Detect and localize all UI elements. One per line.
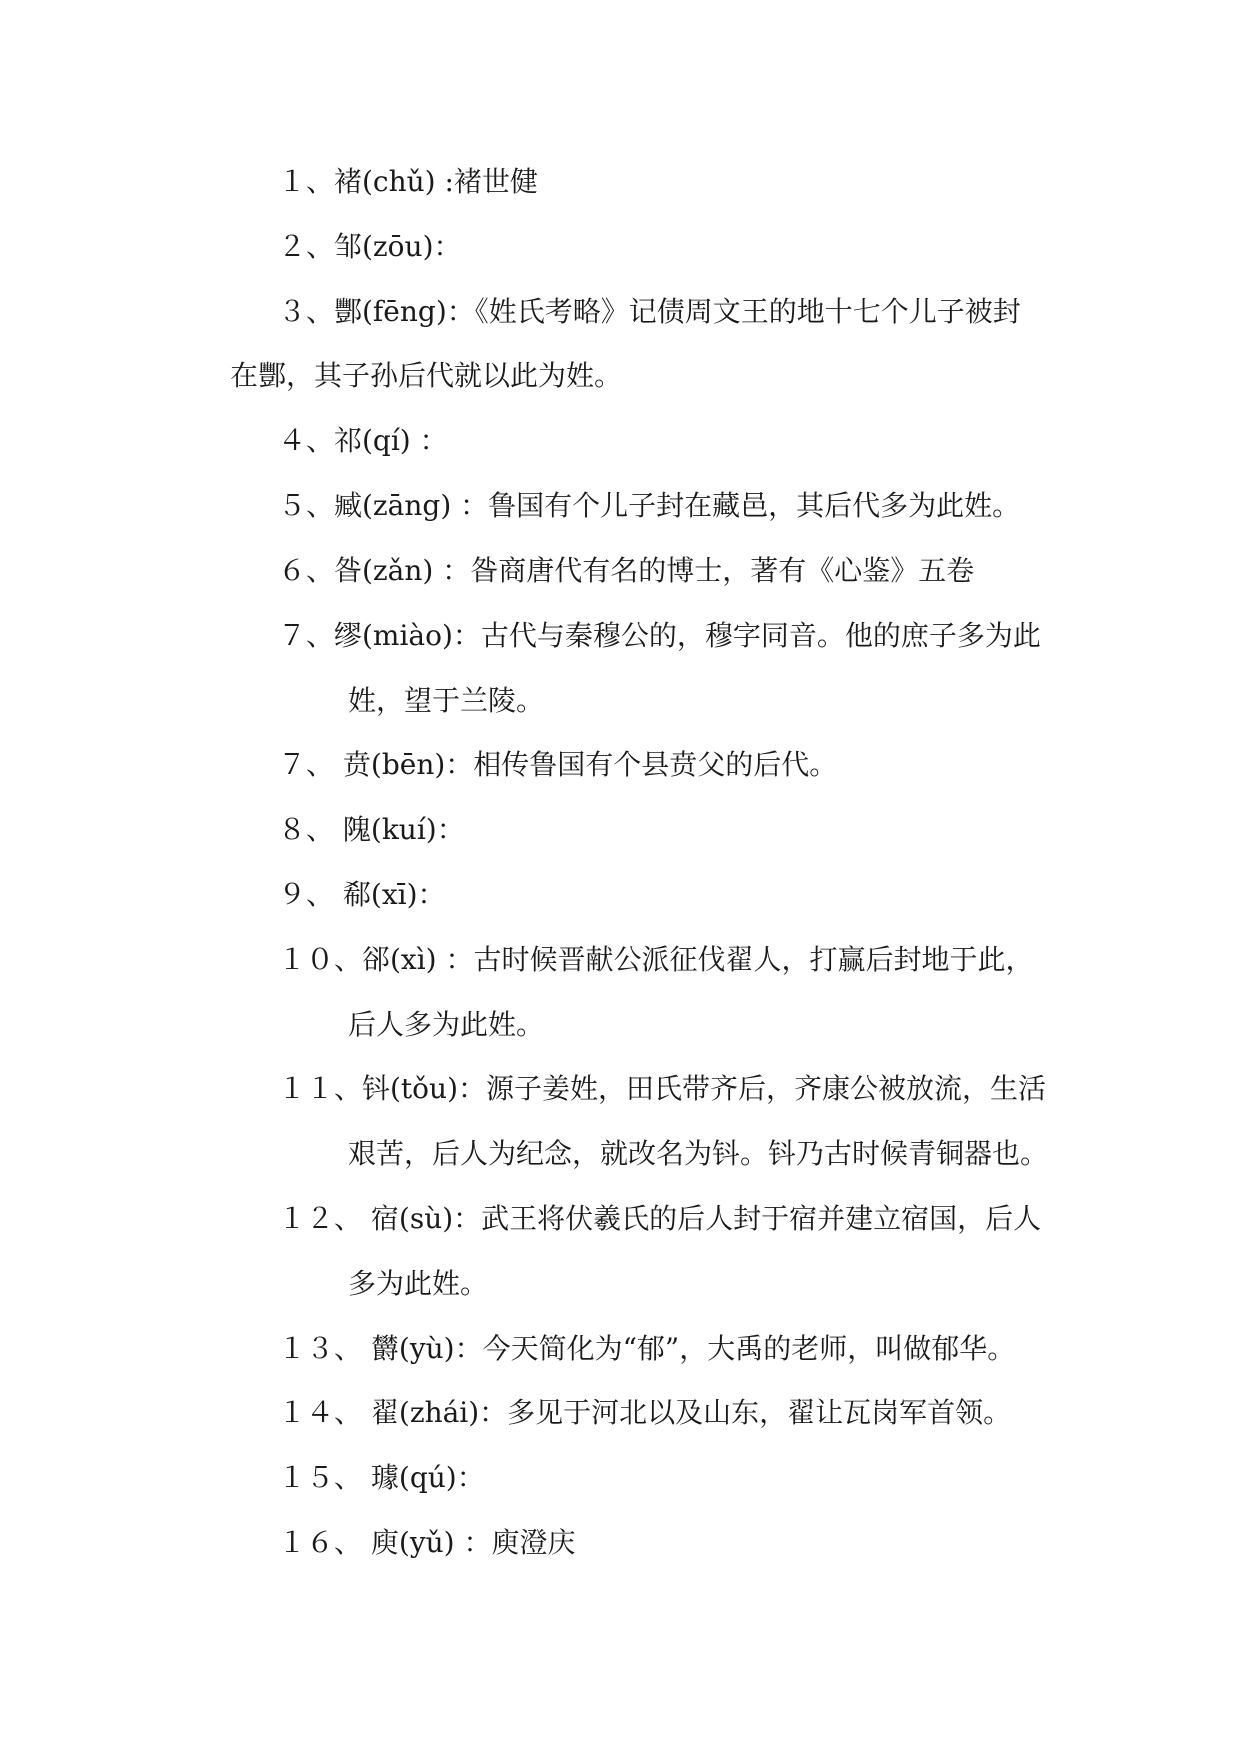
text-line: ７、 贲(bēn)：相传鲁国有个县贲父的后代。 xyxy=(278,748,838,781)
text-line: １４、 翟(zhái)：多见于河北以及山东，翟让瓦岗军首领。 xyxy=(278,1396,1012,1429)
text-line: １、褚(chǔ) :褚世健 xyxy=(278,165,538,198)
text-line: １３、 欝(yù)：今天简化为“郁”，大禹的老师，叫做郁华。 xyxy=(278,1332,1016,1365)
text-line: 多为此姓。 xyxy=(348,1267,489,1300)
text-line: 艰苦，后人为纪念，就改名为钭。钭乃古时候青铜器也。 xyxy=(348,1137,1049,1170)
text-line: １２、 宿(sù)：武王将伏羲氏的后人封于宿并建立宿国，后人 xyxy=(278,1202,1042,1235)
text-line: ３、酆(fēng)：《姓氏考略》记债周文王的地十七个儿子被封 xyxy=(278,295,1021,328)
text-line: ６、昝(zǎn) ：昝商唐代有名的博士，著有《心鉴》五卷 xyxy=(278,554,975,587)
text-line: 后人多为此姓。 xyxy=(348,1008,545,1041)
text-line: 姓，望于兰陵。 xyxy=(348,684,545,717)
text-line: ８、 隗(kuí)： xyxy=(278,813,465,846)
text-line: １０、郤(xì) ：古时候晋献公派征伐翟人，打赢后封地于此， xyxy=(278,943,1034,976)
text-line: ７、缪(miào)：古代与秦穆公的，穆字同音。他的庶子多为此 xyxy=(278,619,1041,652)
text-line: ９、 郗(xī)： xyxy=(278,878,446,911)
text-line: ５、臧(zāng) ：鲁国有个儿子封在藏邑，其后代多为此姓。 xyxy=(278,489,1021,522)
text-line: １１、钭(tǒu)：源子姜姓，田氏带齐后，齐康公被放流，生活 xyxy=(278,1072,1046,1105)
text-line: １５、 璩(qú)： xyxy=(278,1461,485,1494)
text-line: ２、邹(zōu)： xyxy=(278,230,462,263)
text-line: ４、祁(qí) ： xyxy=(278,424,448,457)
text-line: １６、 庾(yǔ) ：庾澄庆 xyxy=(278,1526,576,1559)
text-line: 在酆，其子孙后代就以此为姓。 xyxy=(230,359,623,392)
